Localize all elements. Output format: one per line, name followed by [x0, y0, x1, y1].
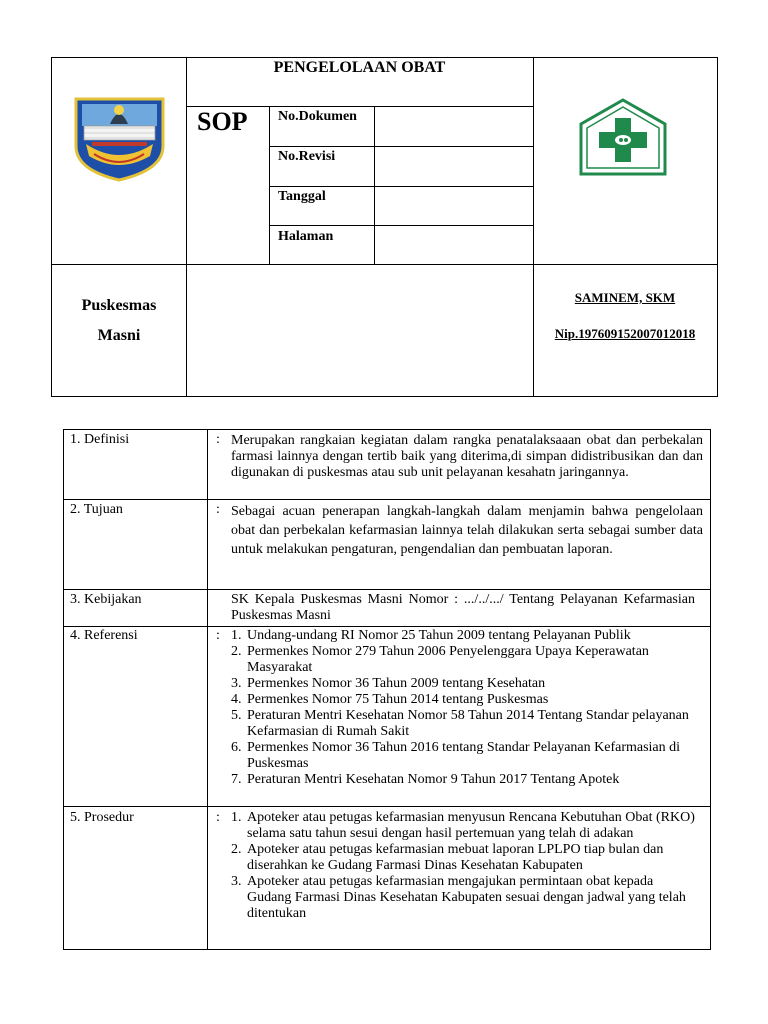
section-colon: : — [216, 810, 220, 825]
prosedur-list — [231, 810, 701, 922]
section-label-prosedur: 5. Prosedur — [70, 810, 134, 825]
section-text-tujuan: Sebagai acuan penerapan langkah-langkah dalam menjamin bahwa pengelolaan obat dan perbekalan kefarmasian lainnya telah dilakukan serta sebagai sumber data untuk melakukan pengaturan, pengendalian dan pembuatan laporan. — [231, 504, 703, 557]
doc-number-label: No.Dokumen — [278, 109, 357, 124]
list-item: 6. Permenkes Nomor 36 Tahun 2016 tentang Standar Pelayanan Kefarmasian di Puskesmas — [231, 740, 681, 771]
sop-content-table — [63, 429, 711, 950]
document-title: PENGELOLAAN OBAT — [273, 59, 446, 76]
section-label-tujuan: 2. Tujuan — [70, 502, 123, 517]
list-item: 7. Peraturan Mentri Kesehatan Nomor 9 Tahun 2017 Tentang Apotek — [231, 772, 620, 787]
sop-header-table — [51, 57, 718, 397]
list-item: 3. Apoteker atau petugas kefarmasian mengajukan permintaan obat kepada Gudang Farmasi Dinas Kesehatan Kabupaten sesuai dengan jadwal yang telah ditentukan — [231, 874, 686, 921]
organization-line-1: Puskesmas — [81, 297, 157, 314]
doc-revision-label: No.Revisi — [278, 149, 336, 164]
signatory-nip: Nip.197609152007012018 — [554, 326, 696, 341]
regency-coat-of-arms-icon — [72, 96, 167, 182]
list-item: 5. Peraturan Mentri Kesehatan Nomor 58 Tahun 2014 Tentang Standar pelayanan Kefarmasian di Rumah Sakit — [231, 708, 689, 739]
list-item: 1. Apoteker atau petugas kefarmasian menyusun Rencana Kebutuhan Obat (RKO) selama satu tahun sesui dengan hasil pertemuan yang telah di adakan — [231, 810, 695, 841]
organization-line-2: Masni — [97, 327, 141, 344]
list-item: 2. Apoteker atau petugas kefarmasian mebuat laporan LPLPO tiap bulan dan diserahkan ke Gudang Farmasi Dinas Kesehatan Kabupaten — [231, 842, 664, 873]
organization-name — [52, 291, 186, 351]
list-item: 3. Permenkes Nomor 36 Tahun 2009 tentang Kesehatan — [231, 676, 546, 691]
section-text-kebijakan: SK Kepala Puskesmas Masni Nomor : .../../.../ Tentang Pelayanan Kefarmasian Puskesmas Masni — [231, 592, 695, 623]
signatory-name: SAMINEM, SKM — [574, 290, 676, 305]
list-item: 4. Permenkes Nomor 75 Tahun 2014 tentang Puskesmas — [231, 692, 549, 707]
section-colon: : — [216, 432, 220, 447]
section-label-kebijakan: 3. Kebijakan — [70, 592, 142, 607]
section-label-referensi: 4. Referensi — [70, 628, 138, 643]
section-text-definisi: Merupakan rangkaian kegiatan dalam rangka penatalaksaaan obat dan perbekalan farmasi lainnya dengan tertib baik yang diterima,di simpan didistribusikan dan dan digunakan di puskesmas atau sub unit pelayanan kesahatn jaringannya. — [231, 433, 703, 480]
puskesmas-cross-logo-icon — [579, 98, 667, 176]
section-colon: : — [216, 628, 220, 643]
list-item: 1. Undang-undang RI Nomor 25 Tahun 2009 tentang Pelayanan Publik — [231, 628, 631, 643]
doc-page-label: Halaman — [278, 229, 334, 244]
list-item: 2. Permenkes Nomor 279 Tahun 2006 Penyelenggara Upaya Keperawatan Masyarakat — [231, 644, 649, 675]
section-colon: : — [216, 502, 220, 517]
doc-date-label: Tanggal — [278, 189, 326, 204]
referensi-list — [231, 628, 701, 788]
section-label-definisi: 1. Definisi — [70, 432, 130, 447]
sop-label: SOP — [197, 107, 248, 136]
